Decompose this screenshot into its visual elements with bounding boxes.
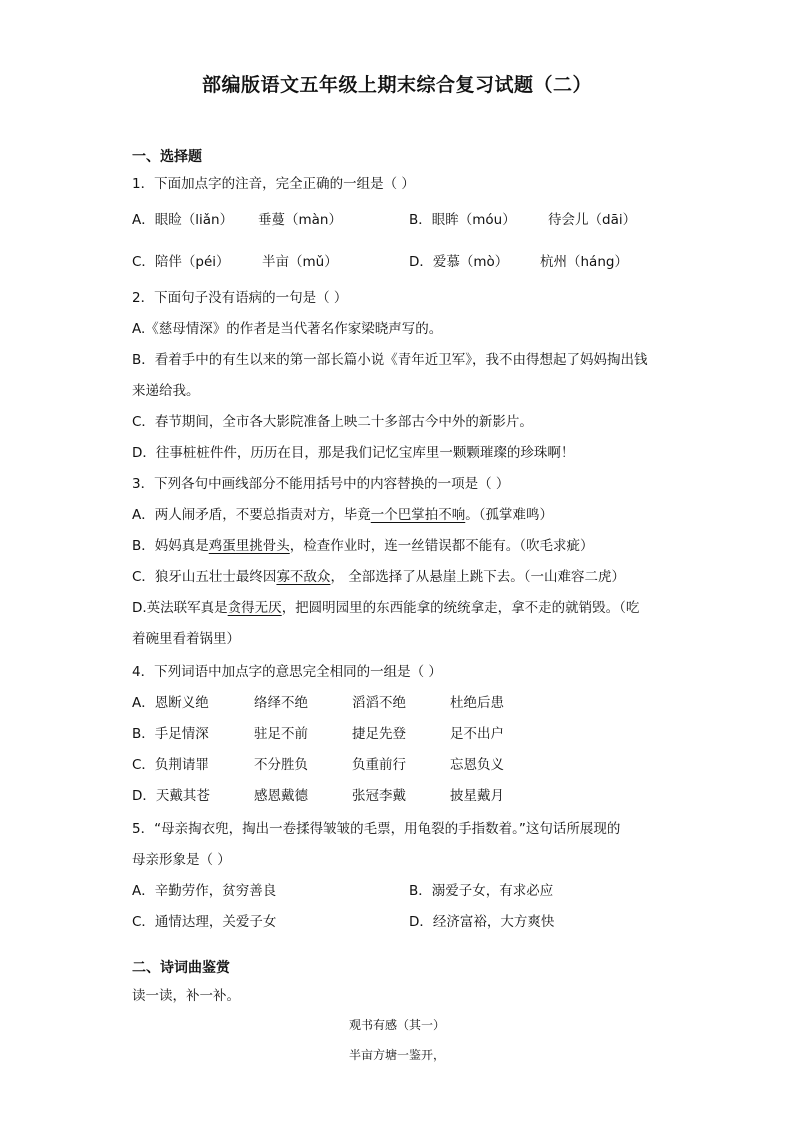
section-heading-poetry: 二、诗词曲鉴赏 [132, 960, 230, 976]
q2-option-b-cont: 来递给我。 [132, 383, 200, 399]
q3-a-text-end: 。（孤掌难鸣） [465, 507, 553, 523]
page-title: 部编版语文五年级上期末综合复习试题（二） [201, 74, 592, 96]
q3-d-text-end: ，把圆明园里的东西能拿的统统拿走，拿不走的就销毁。（吃 [281, 600, 640, 616]
q4-row-d-word-3: 张冠李戴 [352, 788, 406, 804]
q4-row-c-word-3: 负重前行 [352, 757, 406, 773]
q3-option-d [132, 596, 639, 616]
q3-option-c [132, 565, 625, 585]
q1-option-c-1: C．陪伴（péi） [132, 254, 230, 270]
q4-row-a-word-1: A．恩断义绝 [132, 695, 209, 711]
q4-row-b-word-3: 捷足先登 [352, 726, 406, 742]
q4-row-a-word-4: 杜绝后患 [450, 695, 504, 711]
q5-option-c: C．通情达理，关爱子女 [132, 914, 277, 930]
q1-option-d-2: 杭州（háng） [540, 254, 628, 270]
q3-option-b [132, 534, 594, 554]
q3-d-text: D.英法联军真是 [132, 600, 228, 616]
q1-option-d-1: D．爱慕（mò） [409, 254, 509, 270]
q3-option-a [132, 503, 553, 523]
question-5-stem: 5．“母亲掏衣兜，掏出一卷揉得皱皱的毛票，用龟裂的手指数着。”这句话所展现的 [132, 821, 621, 837]
question-1-stem: 1．下面加点字的注音，完全正确的一组是（ ） [132, 176, 415, 192]
q1-option-c-2: 半亩（mǔ） [262, 254, 338, 270]
q3-a-text: A．两人闹矛盾，不要总指责对方，毕竟 [132, 507, 371, 523]
q3-option-d-cont: 着碗里看着锅里） [132, 631, 240, 647]
q3-b-text-end: ，检查作业时，连一丝错误都不能有。（吹毛求疵） [289, 538, 594, 554]
q4-row-b-word-4: 足不出户 [450, 726, 504, 742]
q4-row-c-word-1: C．负荆请罪 [132, 757, 209, 773]
q3-c-text: C．狼牙山五壮士最终因 [132, 569, 277, 585]
question-4-stem: 4．下列词语中加点字的意思完全相同的一组是（ ） [132, 664, 442, 680]
q3-b-text: B．妈妈真是 [132, 538, 209, 554]
q4-row-b-word-2: 驻足不前 [254, 726, 308, 742]
q1-option-b-1: B．眼眸（móu） [409, 212, 516, 228]
q5-option-a: A．辛勤劳作，贫穷善良 [132, 883, 277, 899]
q1-option-b-2: 待会儿（dāi） [548, 212, 637, 228]
q4-row-c-word-4: 忘恩负义 [450, 757, 504, 773]
q1-option-a-1: A．眼睑（liǎn） [132, 212, 234, 228]
section-heading-choice: 一、选择题 [132, 149, 202, 165]
question-3-stem: 3．下列各句中画线部分不能用括号中的内容替换的一项是（ ） [132, 476, 510, 492]
q3-a-underlined: 一个巴掌拍不响 [370, 507, 466, 523]
question-5-stem-cont: 母亲形象是（ ） [132, 852, 231, 868]
q2-option-b: B．看着手中的有生以来的第一部长篇小说《青年近卫军》，我不由得想起了妈妈掏出钱 [132, 352, 648, 368]
q3-d-underlined: 贪得无厌 [227, 600, 282, 616]
q2-option-c: C．春节期间，全市各大影院准备上映二十多部古今中外的新影片。 [132, 414, 533, 430]
q4-row-d-word-4: 披星戴月 [450, 788, 504, 804]
q2-option-a: A.《慈母情深》的作者是当代著名作家梁晓声写的。 [132, 321, 443, 337]
instruction-text: 读一读，补一补。 [132, 988, 240, 1004]
q4-row-c-word-2: 不分胜负 [254, 757, 308, 773]
q3-c-underlined: 寡不敌众 [276, 569, 331, 585]
poem-line-1: 半亩方塘一鉴开， [348, 1048, 445, 1062]
q4-row-a-word-3: 滔滔不绝 [352, 695, 406, 711]
question-2-stem: 2．下面句子没有语病的一句是（ ） [132, 290, 348, 306]
poem-title: 观书有感（其一） [348, 1018, 445, 1032]
q3-c-text-end: ， 全部选择了从悬崖上跳下去。（一山难容二虎） [330, 569, 625, 585]
q5-option-d: D．经济富裕，大方爽快 [409, 914, 555, 930]
q4-row-d-word-2: 感恩戴德 [254, 788, 308, 804]
q1-option-a-2: 垂蔓（màn） [258, 212, 342, 228]
q4-row-a-word-2: 络绎不绝 [254, 695, 308, 711]
q3-b-underlined: 鸡蛋里挑骨头 [208, 538, 290, 554]
q4-row-b-word-1: B．手足情深 [132, 726, 209, 742]
q5-option-b: B．溺爱子女，有求必应 [409, 883, 554, 899]
q2-option-d: D．往事桩桩件件，历历在目，那是我们记忆宝库里一颗颗璀璨的珍珠啊！ [132, 445, 575, 461]
q4-row-d-word-1: D．天戴其苍 [132, 788, 210, 804]
